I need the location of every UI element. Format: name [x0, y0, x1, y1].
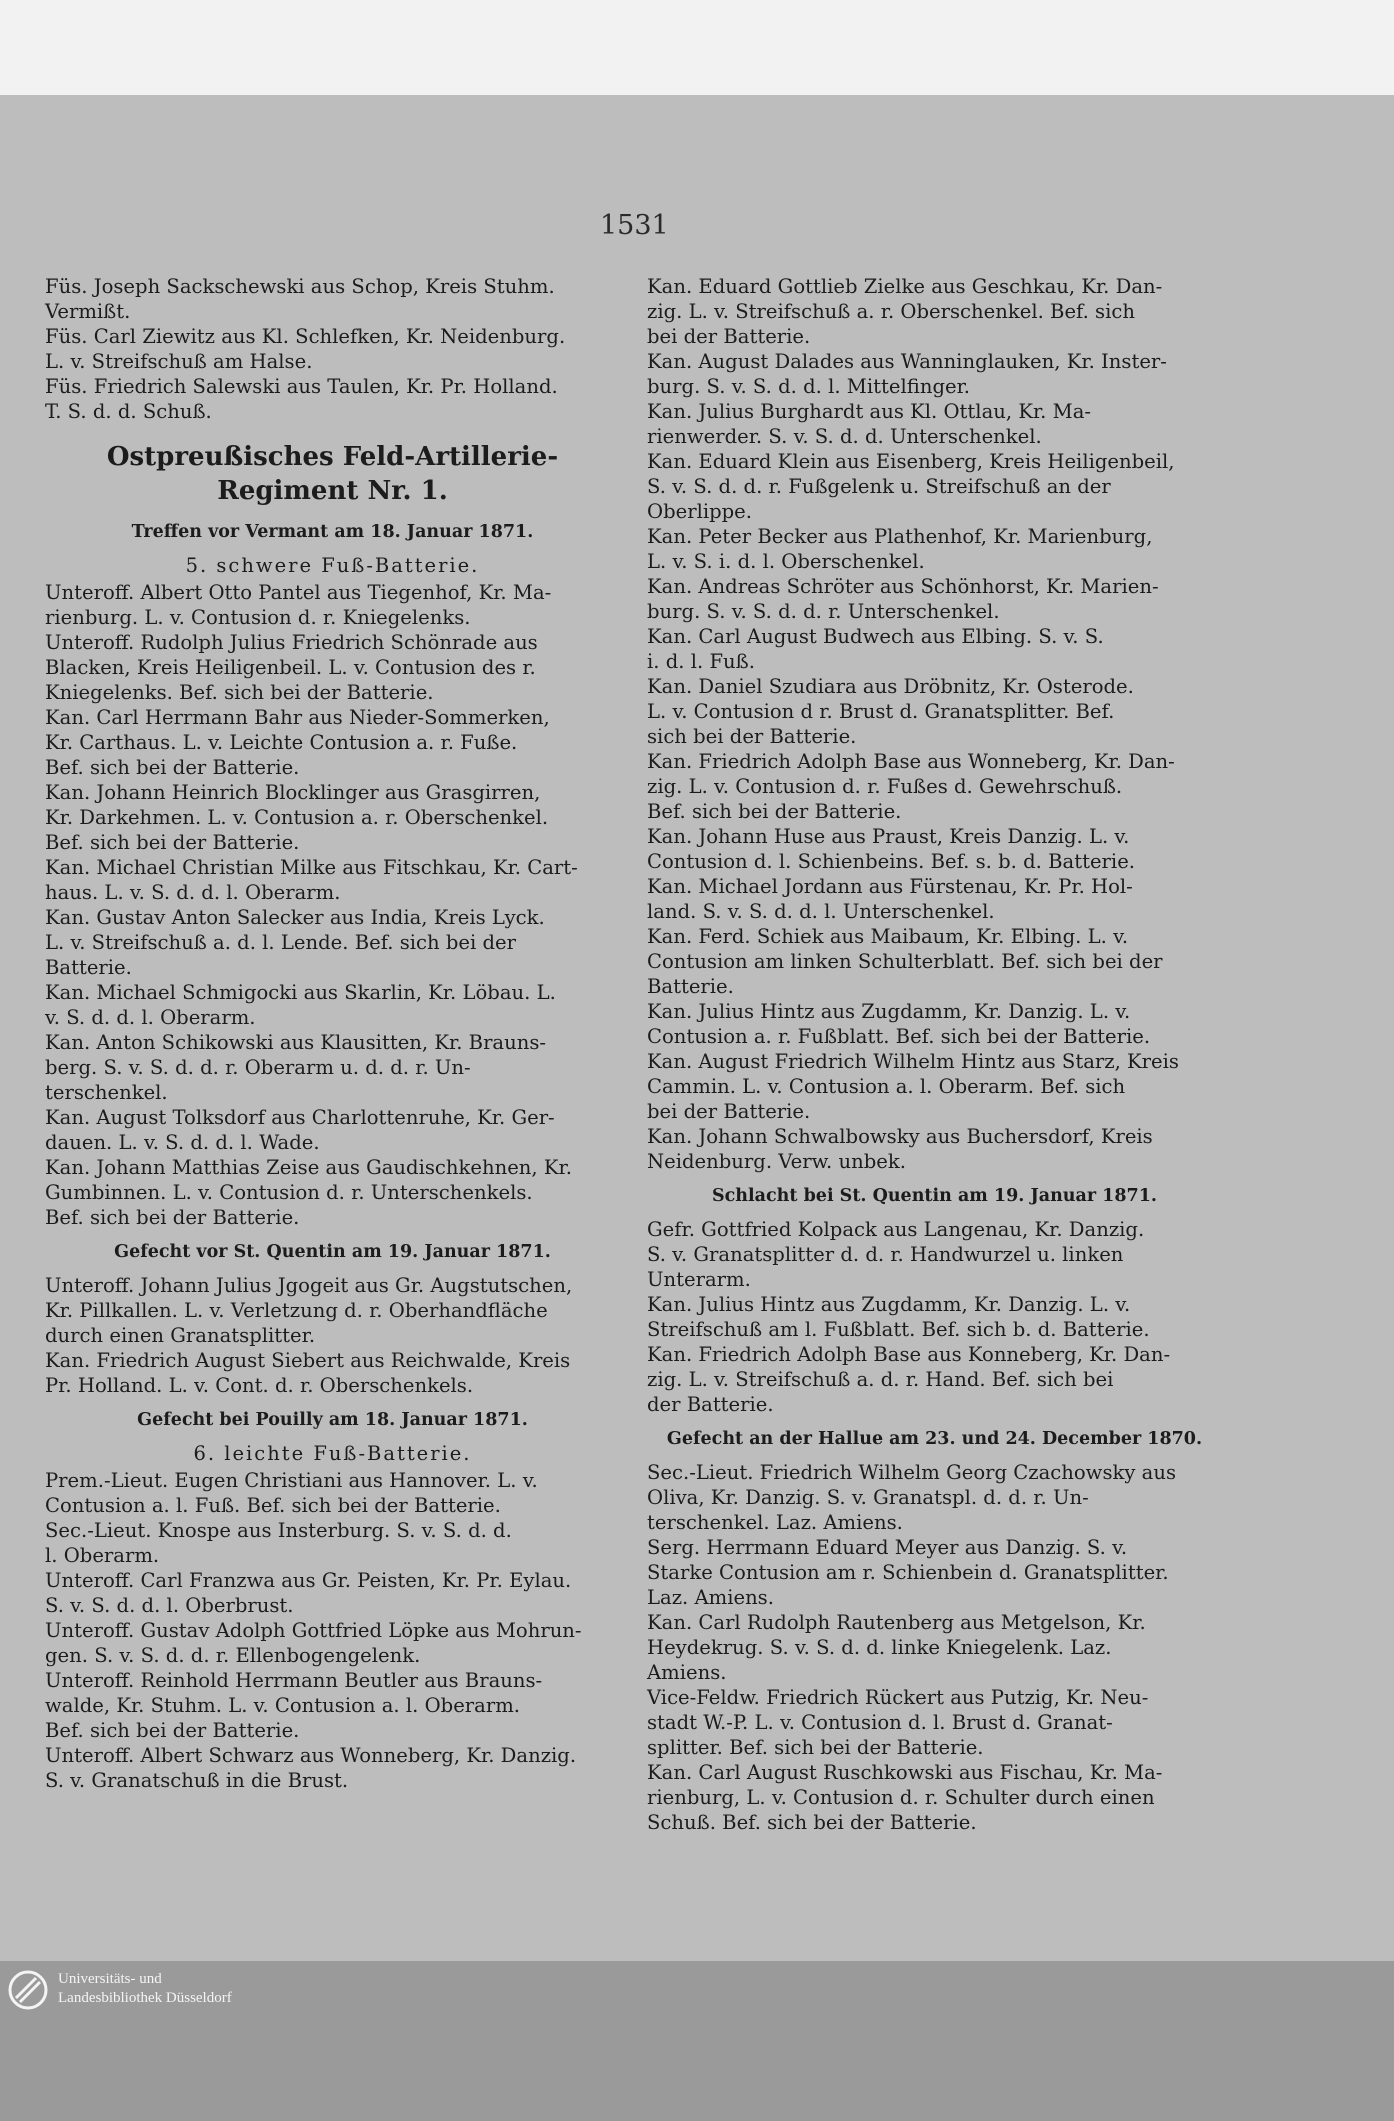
- entry-line: dauen. L. v. S. d. d. l. Wade.: [45, 1131, 320, 1154]
- entry-line: Unteroff. Rudolph Julius Friedrich Schönrade aus: [45, 631, 538, 654]
- entry-line: Kan. Carl August Ruschkowski aus Fischau, Kr. Ma-: [647, 1761, 1163, 1784]
- casualty-entry: [647, 674, 1222, 749]
- casualty-entry: [45, 1348, 620, 1398]
- entry-line: Kan. Michael Christian Milke aus Fitschkau, Kr. Cart-: [45, 856, 578, 879]
- entry-line: v. S. d. d. l. Oberarm.: [45, 1006, 256, 1029]
- entry-line: Unteroff. Carl Franzwa aus Gr. Peisten, Kr. Pr. Eylau.: [45, 1569, 572, 1592]
- casualty-entry: [647, 349, 1222, 399]
- entry-line: Kan. Friedrich August Siebert aus Reichwalde, Kreis: [45, 1349, 571, 1372]
- casualty-entry: [647, 874, 1222, 924]
- entry-line: Gumbinnen. L. v. Contusion d. r. Unterschenkels.: [45, 1181, 533, 1204]
- entry-line: terschenkel.: [45, 1081, 168, 1104]
- casualty-entry: [647, 924, 1222, 999]
- entry-line: Kan. Daniel Szudiara aus Dröbnitz, Kr. Osterode.: [647, 675, 1134, 698]
- entry-line: burg. S. v. S. d. d. r. Unterschenkel.: [647, 600, 1000, 623]
- entry-line: Kan. Ferd. Schiek aus Maibaum, Kr. Elbing. L. v.: [647, 925, 1129, 948]
- entry-line: Schuß. Bef. sich bei der Batterie.: [647, 1811, 977, 1834]
- entry-line: Kan. Carl Rudolph Rautenberg aus Metgelson, Kr.: [647, 1611, 1146, 1634]
- entry-line: Unteroff. Gustav Adolph Gottfried Löpke aus Mohrun-: [45, 1619, 582, 1642]
- casualty-entry: [45, 1518, 620, 1568]
- entry-line: rienburg. L. v. Contusion d. r. Kniegelenks.: [45, 606, 471, 629]
- entry-line: S. v. S. d. d. r. Fußgelenk u. Streifschuß an der: [647, 475, 1111, 498]
- entry-line: Oberlippe.: [647, 500, 753, 523]
- casualty-entry: [647, 1342, 1222, 1417]
- entry-line: Cammin. L. v. Contusion a. l. Oberarm. Bef. sich: [647, 1075, 1126, 1098]
- casualty-entry: [647, 399, 1222, 449]
- entry-line: der Batterie.: [647, 1393, 774, 1416]
- casualty-entry: [647, 449, 1222, 524]
- left-column: [45, 274, 620, 1793]
- casualty-entry: [45, 1468, 620, 1518]
- entry-line: Füs. Carl Ziewitz aus Kl. Schlefken, Kr. Neidenburg.: [45, 325, 566, 348]
- entry-line: haus. L. v. S. d. d. l. Oberarm.: [45, 881, 341, 904]
- entry-line: Kan. Carl Herrmann Bahr aus Nieder-Sommerken,: [45, 706, 550, 729]
- engagement-heading: Gefecht an der Hallue am 23. und 24. December 1870.: [666, 1429, 1203, 1449]
- casualty-entry: [45, 980, 620, 1030]
- engagement-heading: Gefecht bei Pouilly am 18. Januar 1871.: [137, 1410, 528, 1430]
- casualty-entry: [647, 824, 1222, 874]
- casualty-entry: [45, 780, 620, 855]
- entry-line: Kan. Michael Jordann aus Fürstenau, Kr. Pr. Hol-: [647, 875, 1133, 898]
- casualty-entry: [647, 1460, 1222, 1535]
- entry-line: Kan. Johann Heinrich Blocklinger aus Grasgirren,: [45, 781, 541, 804]
- entry-line: L. v. Streifschuß am Halse.: [45, 350, 313, 373]
- entry-line: Batterie.: [45, 956, 132, 979]
- entry-line: Laz. Amiens.: [647, 1586, 774, 1609]
- casualty-entry: [45, 374, 620, 424]
- casualty-entry: [45, 580, 620, 630]
- entry-line: S. v. Granatschuß in die Brust.: [45, 1769, 349, 1792]
- library-name-line-1: Universitäts- und: [58, 1971, 162, 1987]
- casualty-entry: [647, 274, 1222, 349]
- entry-line: Kan. Julius Hintz aus Zugdamm, Kr. Danzig. L. v.: [647, 1293, 1131, 1316]
- entry-line: Bef. sich bei der Batterie.: [647, 800, 902, 823]
- entry-line: berg. S. v. S. d. d. r. Oberarm u. d. d. r. Un-: [45, 1056, 471, 1079]
- entry-line: l. Oberarm.: [45, 1544, 160, 1567]
- entry-line: Kan. August Dalades aus Wanninglauken, Kr. Inster-: [647, 350, 1167, 373]
- entry-line: Gefr. Gottfried Kolpack aus Langenau, Kr. Danzig.: [647, 1218, 1145, 1241]
- entry-line: Vermißt.: [45, 300, 131, 323]
- entry-line: Kan. Friedrich Adolph Base aus Konneberg, Kr. Dan-: [647, 1343, 1171, 1366]
- casualty-entry: [647, 1217, 1222, 1292]
- battery-heading: 5. schwere Fuß-Batterie.: [185, 554, 480, 577]
- entry-line: Unteroff. Albert Otto Pantel aus Tiegenhof, Kr. Ma-: [45, 581, 552, 604]
- casualty-entry: [647, 999, 1222, 1049]
- casualty-entry: [647, 749, 1222, 824]
- entry-line: Kan. Carl August Budwech aus Elbing. S. v. S.: [647, 625, 1104, 648]
- entry-line: Kan. Gustav Anton Salecker aus India, Kreis Lyck.: [45, 906, 545, 929]
- casualty-entry: [45, 705, 620, 780]
- entry-line: Contusion a. l. Fuß. Bef. sich bei der Batterie.: [45, 1494, 501, 1517]
- casualty-entry: [45, 324, 620, 374]
- entry-line: burg. S. v. S. d. d. l. Mittelfinger.: [647, 375, 971, 398]
- entry-line: terschenkel. Laz. Amiens.: [647, 1511, 903, 1534]
- entry-line: Neidenburg. Verw. unbek.: [647, 1150, 906, 1173]
- page-number: 1531: [600, 210, 669, 241]
- entry-line: Unteroff. Reinhold Herrmann Beutler aus Brauns-: [45, 1669, 543, 1692]
- entry-line: splitter. Bef. sich bei der Batterie.: [647, 1736, 984, 1759]
- entry-line: Bef. sich bei der Batterie.: [45, 831, 300, 854]
- entry-line: Sec.-Lieut. Friedrich Wilhelm Georg Czachowsky aus: [647, 1461, 1177, 1484]
- casualty-entry: [45, 1568, 620, 1618]
- casualty-entry: [45, 1030, 620, 1105]
- casualty-entry: [647, 574, 1222, 624]
- casualty-entry: [45, 1743, 620, 1793]
- entry-line: Blacken, Kreis Heiligenbeil. L. v. Contusion des r.: [45, 656, 536, 679]
- entry-line: Bef. sich bei der Batterie.: [45, 756, 300, 779]
- casualty-entry: [45, 1155, 620, 1230]
- entry-line: Kr. Darkehmen. L. v. Contusion a. r. Oberschenkel.: [45, 806, 549, 829]
- entry-line: Kan. Michael Schmigocki aus Skarlin, Kr. Löbau. L.: [45, 981, 556, 1004]
- entry-line: zig. L. v. Streifschuß a. d. r. Hand. Bef. sich bei: [647, 1368, 1114, 1391]
- entry-line: Kr. Pillkallen. L. v. Verletzung d. r. Oberhandfläche: [45, 1299, 548, 1322]
- entry-line: rienburg, L. v. Contusion d. r. Schulter durch einen: [647, 1786, 1155, 1809]
- casualty-entry: [647, 624, 1222, 674]
- casualty-entry: [647, 1535, 1222, 1610]
- entry-line: Amiens.: [647, 1661, 727, 1684]
- entry-line: Kan. Eduard Gottlieb Zielke aus Geschkau, Kr. Dan-: [647, 275, 1163, 298]
- entry-line: walde, Kr. Stuhm. L. v. Contusion a. l. Oberarm.: [45, 1694, 521, 1717]
- entry-line: S. v. S. d. d. l. Oberbrust.: [45, 1594, 294, 1617]
- casualty-entry: [45, 905, 620, 980]
- battery-heading: 6. leichte Fuß-Batterie.: [193, 1442, 472, 1465]
- casualty-entry: [647, 1685, 1222, 1760]
- entry-line: Heydekrug. S. v. S. d. d. linke Kniegelenk. Laz.: [647, 1636, 1112, 1659]
- entry-line: Kan. Julius Burghardt aus Kl. Ottlau, Kr. Ma-: [647, 400, 1091, 423]
- entry-line: S. v. Granatsplitter d. d. r. Handwurzel u. linken: [647, 1243, 1124, 1266]
- entry-line: Contusion a. r. Fußblatt. Bef. sich bei der Batterie.: [647, 1025, 1151, 1048]
- entry-line: Batterie.: [647, 975, 734, 998]
- right-column: [647, 274, 1222, 1835]
- entry-line: Sec.-Lieut. Knospe aus Insterburg. S. v. S. d. d.: [45, 1519, 512, 1542]
- entry-line: zig. L. v. Streifschuß a. r. Oberschenkel. Bef. sich: [647, 300, 1135, 323]
- entry-line: Pr. Holland. L. v. Cont. d. r. Oberschenkels.: [45, 1374, 474, 1397]
- entry-line: Kniegelenks. Bef. sich bei der Batterie.: [45, 681, 434, 704]
- entry-line: Kan. Johann Huse aus Praust, Kreis Danzig. L. v.: [647, 825, 1130, 848]
- casualty-entry: [45, 1273, 620, 1348]
- entry-line: T. S. d. d. Schuß.: [45, 400, 212, 423]
- entry-line: zig. L. v. Contusion d. r. Fußes d. Gewehrschuß.: [647, 775, 1123, 798]
- entry-line: L. v. Contusion d r. Brust d. Granatsplitter. Bef.: [647, 700, 1115, 723]
- entry-line: Contusion am linken Schulterblatt. Bef. sich bei der: [647, 950, 1163, 973]
- entry-line: Serg. Herrmann Eduard Meyer aus Danzig. S. v.: [647, 1536, 1128, 1559]
- entry-line: bei der Batterie.: [647, 325, 811, 348]
- entry-line: Kan. Eduard Klein aus Eisenberg, Kreis Heiligenbeil,: [647, 450, 1175, 473]
- casualty-entry: [647, 1610, 1222, 1685]
- casualty-entry: [45, 1618, 620, 1668]
- casualty-entry: [45, 855, 620, 905]
- entry-line: Unterarm.: [647, 1268, 751, 1291]
- engagement-heading: Gefecht vor St. Quentin am 19. Januar 1871.: [114, 1242, 551, 1262]
- entry-line: Oliva, Kr. Danzig. S. v. Granatspl. d. d. r. Un-: [647, 1486, 1089, 1509]
- casualty-entry: [45, 1668, 620, 1743]
- entry-line: Kr. Carthaus. L. v. Leichte Contusion a. r. Fuße.: [45, 731, 518, 754]
- casualty-entry: [647, 1760, 1222, 1835]
- casualty-entry: [647, 524, 1222, 574]
- entry-line: Kan. Friedrich Adolph Base aus Wonneberg, Kr. Dan-: [647, 750, 1175, 773]
- entry-line: Prem.-Lieut. Eugen Christiani aus Hannover. L. v.: [45, 1469, 538, 1492]
- entry-line: i. d. l. Fuß.: [647, 650, 755, 673]
- entry-line: sich bei der Batterie.: [647, 725, 857, 748]
- entry-line: Füs. Joseph Sackschewski aus Schop, Kreis Stuhm.: [45, 275, 555, 298]
- entry-line: Streifschuß am l. Fußblatt. Bef. sich b. d. Batterie.: [647, 1318, 1150, 1341]
- casualty-entry: [45, 274, 620, 324]
- entry-line: Kan. Andreas Schröter aus Schönhorst, Kr. Marien-: [647, 575, 1159, 598]
- entry-line: Unteroff. Albert Schwarz aus Wonneberg, Kr. Danzig.: [45, 1744, 577, 1767]
- library-logo-icon: [6, 1968, 50, 2012]
- entry-line: Bef. sich bei der Batterie.: [45, 1719, 300, 1742]
- entry-line: gen. S. v. S. d. d. r. Ellenbogengelenk.: [45, 1644, 421, 1667]
- entry-line: Kan. Johann Matthias Zeise aus Gaudischkehnen, Kr.: [45, 1156, 572, 1179]
- library-name: [58, 1970, 232, 2008]
- entry-line: Contusion d. l. Schienbeins. Bef. s. b. d. Batterie.: [647, 850, 1136, 873]
- entry-line: stadt W.-P. L. v. Contusion d. l. Brust d. Granat-: [647, 1711, 1113, 1734]
- casualty-entry: [45, 1105, 620, 1155]
- entry-line: Kan. August Tolksdorf aus Charlottenruhe, Kr. Ger-: [45, 1106, 555, 1129]
- entry-line: Füs. Friedrich Salewski aus Taulen, Kr. Pr. Holland.: [45, 375, 558, 398]
- engagement-heading: Treffen vor Vermant am 18. Januar 1871.: [131, 522, 534, 542]
- library-name-line-2: Landesbibliothek Düsseldorf: [58, 1990, 232, 2006]
- entry-line: durch einen Granatsplitter.: [45, 1324, 316, 1347]
- casualty-entry: [45, 630, 620, 705]
- entry-line: land. S. v. S. d. d. l. Unterschenkel.: [647, 900, 995, 923]
- engagement-heading: Schlacht bei St. Quentin am 19. Januar 1871.: [712, 1186, 1157, 1206]
- entry-line: rienwerder. S. v. S. d. d. Unterschenkel.: [647, 425, 1042, 448]
- entry-line: L. v. S. i. d. l. Oberschenkel.: [647, 550, 925, 573]
- entry-line: Kan. Peter Becker aus Plathenhof, Kr. Marienburg,: [647, 525, 1153, 548]
- entry-line: L. v. Streifschuß a. d. l. Lende. Bef. sich bei der: [45, 931, 516, 954]
- entry-line: Bef. sich bei der Batterie.: [45, 1206, 300, 1229]
- entry-line: Kan. August Friedrich Wilhelm Hintz aus Starz, Kreis: [647, 1050, 1179, 1073]
- regiment-title: Ostpreußisches Feld-Artillerie-Regiment Nr. 1.: [106, 442, 559, 506]
- casualty-entry: [647, 1124, 1222, 1174]
- entry-line: Kan. Johann Schwalbowsky aus Buchersdorf, Kreis: [647, 1125, 1153, 1148]
- entry-line: Unteroff. Johann Julius Jgogeit aus Gr. Augstutschen,: [45, 1274, 573, 1297]
- entry-line: Starke Contusion am r. Schienbein d. Granatsplitter.: [647, 1561, 1169, 1584]
- casualty-entry: [647, 1292, 1222, 1342]
- entry-line: Kan. Anton Schikowski aus Klausitten, Kr. Brauns-: [45, 1031, 547, 1054]
- entry-line: Kan. Julius Hintz aus Zugdamm, Kr. Danzig. L. v.: [647, 1000, 1131, 1023]
- entry-line: Vice-Feldw. Friedrich Rückert aus Putzig, Kr. Neu-: [647, 1686, 1149, 1709]
- entry-line: bei der Batterie.: [647, 1100, 811, 1123]
- casualty-entry: [647, 1049, 1222, 1124]
